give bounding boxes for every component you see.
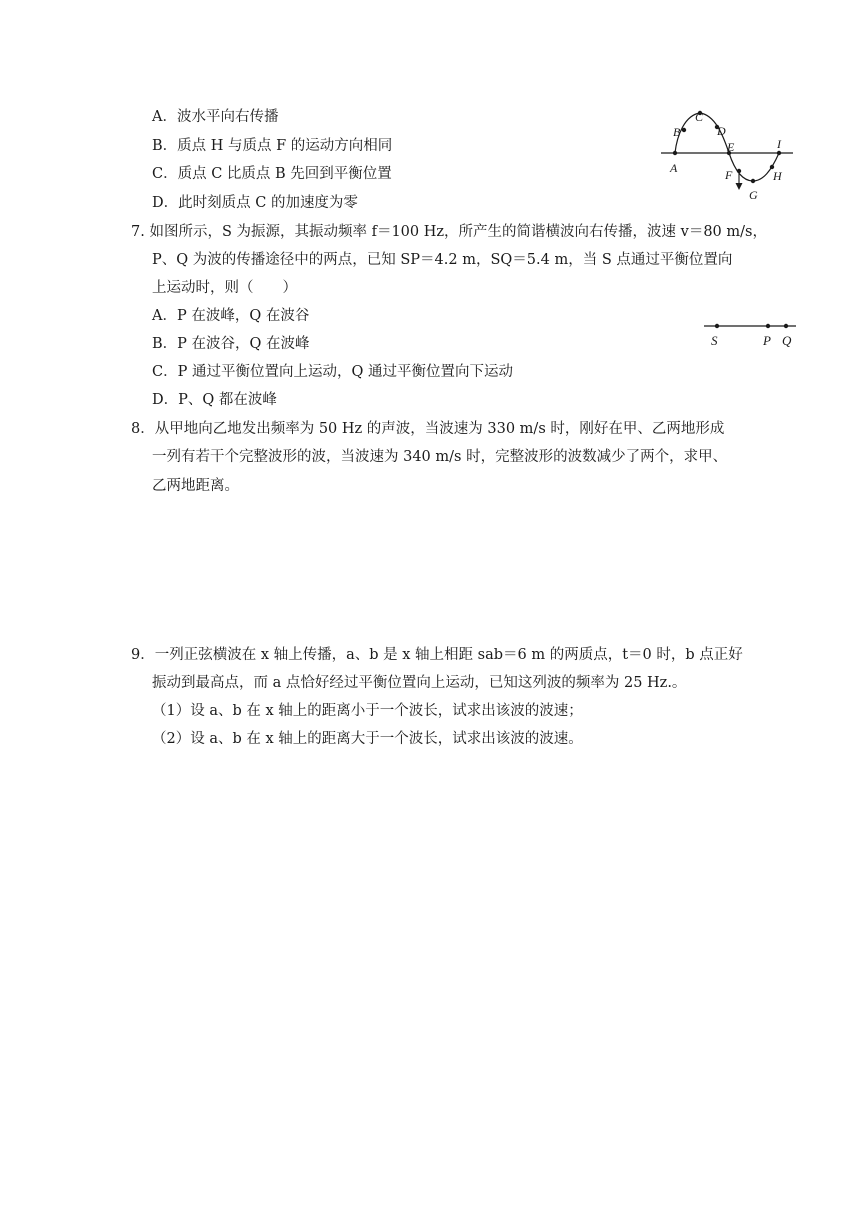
point-b [682,128,686,132]
q6-option-a: A．波水平向右传播 [152,109,279,125]
point-p [766,324,770,328]
label-a: A [670,161,678,175]
q7-option-d: D．P、Q 都在波峰 [152,392,277,408]
q7-stem-line-3: 上运动时，则（ ） [152,280,297,296]
q7-line-figure [700,318,802,352]
point-s [715,324,719,328]
q8-stem-line-3: 乙两地距离。 [152,478,239,494]
point-f [737,169,741,173]
label-s: S [711,333,718,348]
label-f: F [725,168,733,182]
label-d: D [717,124,726,138]
q7-option-c: C．P 通过平衡位置向上运动，Q 通过平衡位置向下运动 [152,364,513,380]
label-g: G [749,188,758,202]
arrow-head-icon [736,183,743,190]
label-i: I [777,137,781,151]
label-q: Q [782,333,792,348]
q8-stem-line-1: 8．从甲地向乙地发出频率为 50 Hz 的声波，当波速为 330 m/s 时，刚好在甲、乙两地形成 [131,421,725,437]
q9-stem-line-2: 振动到最高点，而 a 点恰好经过平衡位置向上运动，已知这列波的频率为 25 Hz.。 [152,675,687,691]
point-a [673,151,677,155]
label-p: P [763,333,771,348]
point-i [777,151,781,155]
q6-option-c: C．质点 C 比质点 B 先回到平衡位置 [152,166,392,182]
point-q [784,324,788,328]
q7-option-a: A．P 在波峰，Q 在波谷 [152,308,310,324]
q6-wave-figure [655,105,805,205]
q9-part-1: （1）设 a、b 在 x 轴上的距离小于一个波长，试求出该波的波速； [152,703,583,719]
label-h: H [773,169,782,183]
label-e: E [727,140,735,154]
point-g [751,179,755,183]
label-c: C [695,110,704,124]
q8-stem-line-2: 一列有若干个完整波形的波，当波速为 340 m/s 时，完整波形的波数减少了两个，求甲、 [152,449,728,465]
q7-stem-line-1: 7. 如图所示，S 为振源，其振动频率 f＝100 Hz，所产生的简谐横波向右传播，波速 v＝80 m/s， [131,224,767,240]
q7-stem-line-2: P、Q 为波的传播途径中的两点，已知 SP＝4.2 m，SQ＝5.4 m，当 S 点通过平衡位置向 [152,252,733,268]
q6-option-b: B．质点 H 与质点 F 的运动方向相同 [152,138,393,154]
q9-part-2: （2）设 a、b 在 x 轴上的距离大于一个波长，试求出该波的波速。 [152,731,583,747]
q9-stem-line-1: 9．一列正弦横波在 x 轴上传播，a、b 是 x 轴上相距 sab＝6 m 的两质点，t＝0 时，b 点正好 [131,647,743,663]
label-b: B [673,125,681,139]
q7-option-b: B．P 在波谷，Q 在波峰 [152,336,310,352]
q6-option-d: D．此时刻质点 C 的加速度为零 [152,195,358,211]
